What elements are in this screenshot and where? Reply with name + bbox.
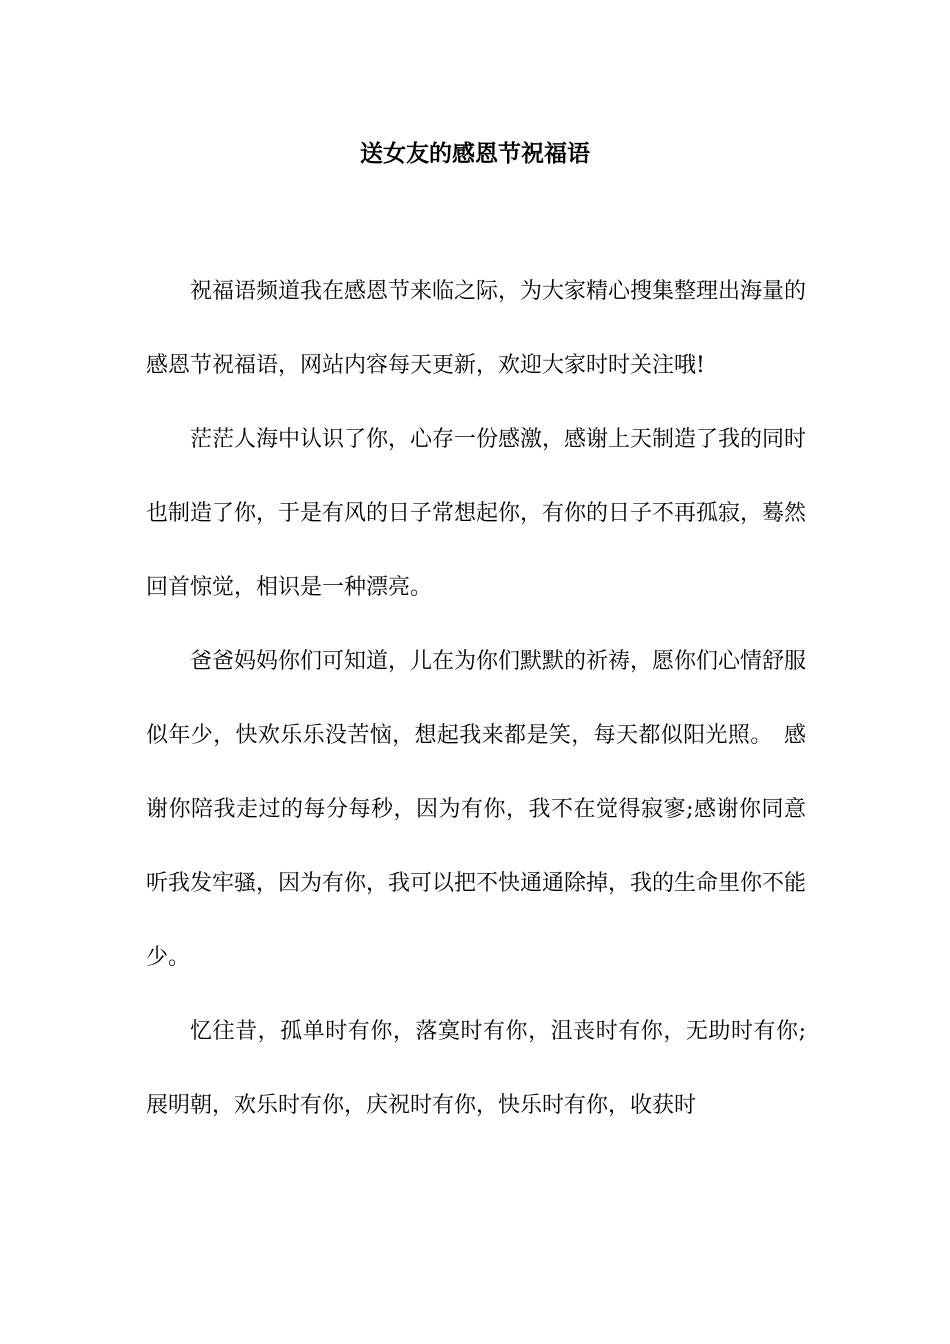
paragraph-2: 茫茫人海中认识了你，心存一份感激，感谢上天制造了我的同时也制造了你，于是有风的日子常想起你，有你的日子不再孤寂，蓦然回首惊觉，相识是一种漂亮。 [146, 427, 807, 600]
document-title: 送女友的感恩节祝福语 [360, 140, 590, 167]
paragraph-4: 忆往昔，孤单时有你，落寞时有你，沮丧时有你，无助时有你;展明朝，欢乐时有你，庆祝时有你，快乐时有你，收获时 [146, 1019, 806, 1118]
paragraph-intro: 祝福语频道我在感恩节来临之际，为大家精心搜集整理出海量的感恩节祝福语，网站内容每天更新，欢迎大家时时关注哦! [146, 279, 807, 378]
document-body [146, 255, 806, 1143]
paragraph-3: 爸爸妈妈你们可知道，儿在为你们默默的祈祷，愿你们心情舒服似年少，快欢乐乐没苦恼，想起我来都是笑，每天都似阳光照。 感谢你陪我走过的每分每秒，因为有你，我不在觉得寂寥;感谢你同意听我发牢骚，因为有你，我可以把不快通通除掉，我的生命里你不能少。 [146, 649, 807, 970]
